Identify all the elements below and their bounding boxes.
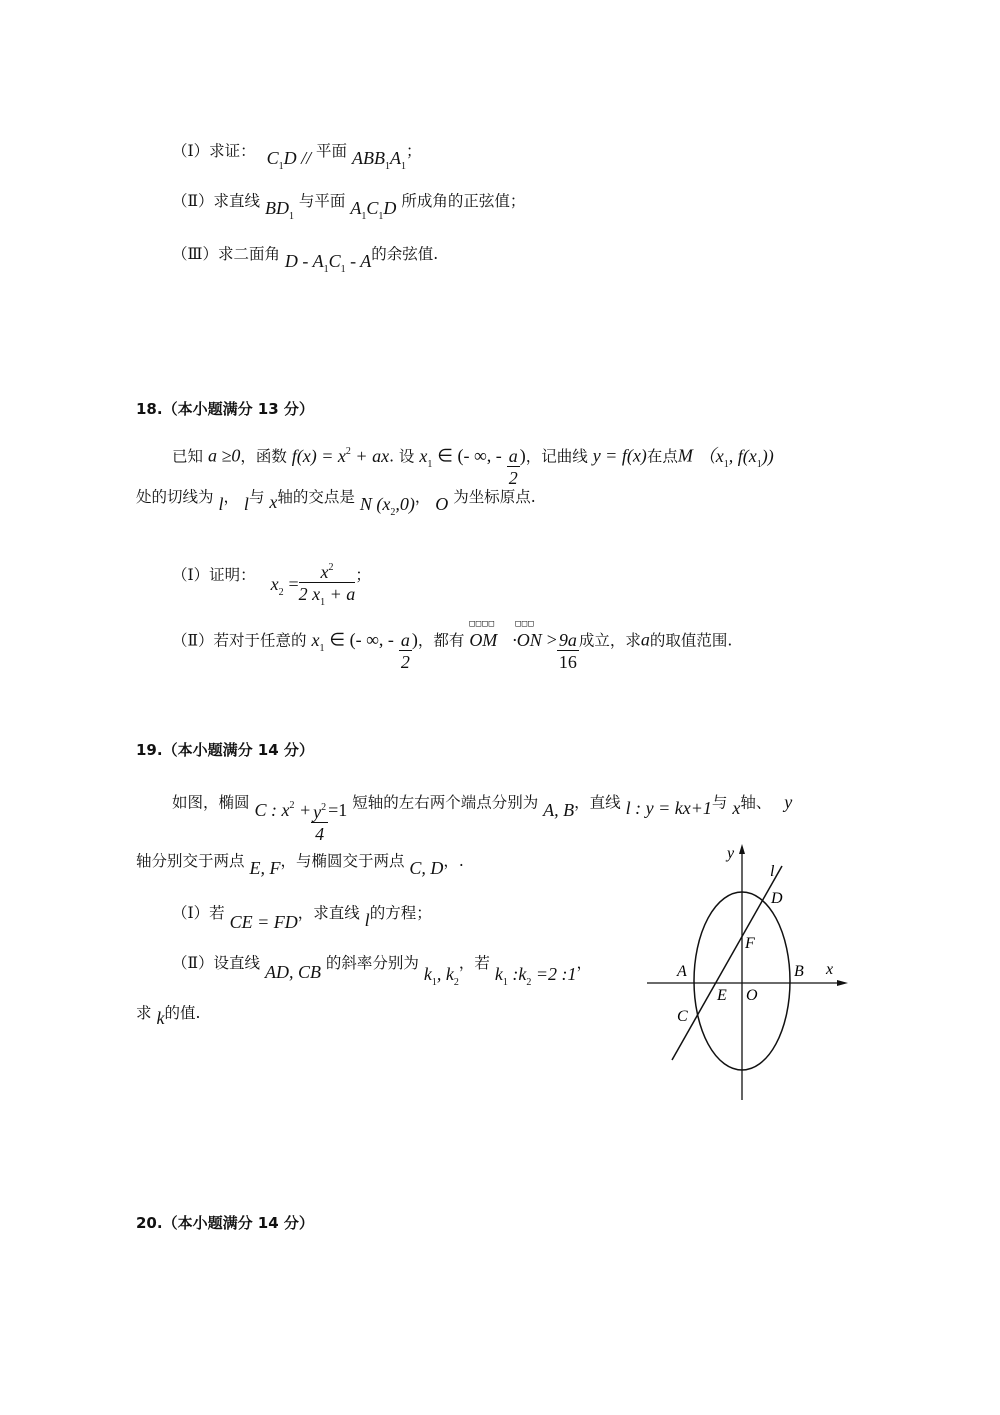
problem19-line1 xyxy=(172,780,793,844)
text: ，若 xyxy=(458,954,490,972)
ellipse-figure xyxy=(640,830,860,1110)
math-sub: 1 xyxy=(384,161,390,172)
math-var: l xyxy=(364,910,370,930)
math-sub: 1 xyxy=(323,264,329,275)
math-expr: =1 xyxy=(328,799,348,820)
fraction xyxy=(299,558,356,614)
math-var: ABB xyxy=(351,148,385,168)
math-sub: 2 xyxy=(390,507,396,518)
problem19-line2 xyxy=(136,850,464,878)
text: 为坐标原点. xyxy=(453,488,536,506)
text: ，直线 xyxy=(574,793,621,812)
fraction xyxy=(399,630,412,673)
math-sup: 2 xyxy=(328,562,334,573)
problem19-last-line xyxy=(136,1002,201,1028)
text: 在点 xyxy=(646,447,678,466)
math-expr: , f(x xyxy=(728,445,757,466)
numerator: 9a xyxy=(558,630,577,650)
problem19-part2 xyxy=(172,952,592,988)
problem20-heading: 20.（本小题满分 14 分） xyxy=(136,1214,314,1232)
math-sup: 2 xyxy=(345,445,351,457)
problem17-part1 xyxy=(172,140,422,172)
math-sub: 1 xyxy=(723,458,729,470)
denominator: + a xyxy=(325,584,356,604)
text: 求 xyxy=(136,1004,152,1022)
math-expr: ,0) xyxy=(395,494,415,514)
math-expr: =2 :1 xyxy=(531,964,577,984)
text: 的取值范围. xyxy=(649,631,733,650)
part-label: （Ⅱ）若对于任意的 xyxy=(172,631,307,650)
math-var: - A xyxy=(350,251,372,271)
label-B: B xyxy=(794,963,804,980)
math-sub: 1 xyxy=(756,458,762,470)
text: ，记曲线 xyxy=(525,447,588,466)
math-var: C xyxy=(328,251,341,271)
label-y: y xyxy=(727,845,735,862)
math-expr: C, D xyxy=(409,858,444,878)
math-var: x xyxy=(269,492,278,512)
math-expr: N (x xyxy=(359,494,391,514)
math-var: k xyxy=(156,1008,165,1028)
text: 轴、 xyxy=(740,793,772,812)
y-axis-arrow-icon xyxy=(739,844,745,854)
text: 的值. xyxy=(164,1004,201,1022)
problem18-line2 xyxy=(136,486,536,518)
math-expr: + ax xyxy=(350,445,390,466)
math-var: k xyxy=(494,964,503,984)
math-expr: + xyxy=(294,799,312,820)
math-var: A xyxy=(312,251,324,271)
label-l: l xyxy=(770,863,775,880)
math-sub: 1 xyxy=(361,211,367,222)
math-var: M xyxy=(677,445,693,466)
text: 与平面 xyxy=(298,192,346,210)
math-var: y xyxy=(784,791,793,812)
math-var: D // xyxy=(283,148,312,168)
math-sub: 1 xyxy=(400,161,406,172)
math-var: x xyxy=(732,797,741,818)
label-x: x xyxy=(826,961,834,978)
math-expr: OM xyxy=(469,629,498,650)
text: 如图，椭圆 xyxy=(172,793,250,812)
numerator: y xyxy=(313,802,322,822)
math-var: x xyxy=(419,445,428,466)
text: 轴分别交于两点 xyxy=(136,852,245,870)
text: 轴的交点是 xyxy=(277,488,355,506)
math-sub: 1 xyxy=(278,161,284,172)
problem18-part2 xyxy=(172,618,733,672)
math-var: l xyxy=(218,494,224,514)
vector-expression xyxy=(469,618,542,651)
math-var: D xyxy=(383,198,397,218)
math-sub: 1 xyxy=(319,642,325,654)
math-expr: l : y = kx+1 xyxy=(625,797,712,818)
math-var: a xyxy=(640,629,650,650)
denominator: 16 xyxy=(558,652,577,672)
math-sub: 1 xyxy=(431,977,437,988)
problem18-heading: 18.（本小题满分 13 分） xyxy=(136,400,314,418)
part-label: （Ⅰ）求证： xyxy=(172,142,256,160)
text: ，都有 xyxy=(417,631,465,650)
text: 的斜率分别为 xyxy=(325,954,419,972)
math-expr: CE = FD xyxy=(229,912,298,932)
math-expr: A, B xyxy=(543,799,575,820)
math-sub: 2 xyxy=(526,977,532,988)
y-axis xyxy=(739,844,745,1100)
math-sup: 2 xyxy=(289,799,295,811)
vector-arrow-placeholder: □□□□ xyxy=(469,618,495,629)
math-var: C xyxy=(366,198,379,218)
math-expr: y = f(x) xyxy=(592,445,647,466)
math-var: x xyxy=(270,574,279,594)
math-expr: ·ON xyxy=(512,629,542,650)
math-var: , k xyxy=(436,964,454,984)
text: ，函数 xyxy=(240,447,287,466)
math-var: A xyxy=(389,148,401,168)
math-expr: )) xyxy=(761,445,774,466)
math-sub: 1 xyxy=(320,597,326,608)
denominator: 4 xyxy=(315,824,325,844)
math-var: k xyxy=(423,964,432,984)
denominator: 2 x xyxy=(298,584,321,604)
text: 的余弦值. xyxy=(371,245,439,263)
label-O: O xyxy=(746,987,758,1004)
text: ， xyxy=(223,488,239,506)
denominator: 2 xyxy=(508,468,518,488)
text: 的方程； xyxy=(369,904,432,922)
math-sub: 1 xyxy=(288,211,294,222)
part-label: （Ⅲ）求二面角 xyxy=(172,245,280,263)
label-C: C xyxy=(677,1008,688,1025)
text: 与 xyxy=(248,488,265,506)
part-label: （Ⅰ）证明： xyxy=(172,566,256,584)
text: ，与椭圆交于两点 xyxy=(280,852,405,870)
fraction xyxy=(557,630,579,673)
fraction xyxy=(507,446,520,489)
text: ， xyxy=(414,488,431,506)
problem18-line1 xyxy=(172,436,774,488)
label-F: F xyxy=(745,935,755,952)
math-sub: 1 xyxy=(502,977,508,988)
math-expr: f(x) = x xyxy=(291,445,346,466)
math-sup: 2 xyxy=(321,802,327,813)
math-expr: E, F xyxy=(249,858,281,878)
text: ； xyxy=(355,566,371,584)
math-var: C xyxy=(266,148,279,168)
problem18-part1 xyxy=(172,548,371,608)
math-sub: 1 xyxy=(378,211,384,222)
part-label: （Ⅱ）求直线 xyxy=(172,192,261,210)
math-sub: 2 xyxy=(278,587,284,598)
text: 所成角的正弦值； xyxy=(401,192,526,210)
text: ，. xyxy=(443,852,464,870)
numerator: a xyxy=(508,446,518,466)
part-label: （Ⅱ）设直线 xyxy=(172,954,261,972)
math-var: BD xyxy=(264,198,289,218)
denominator: 2 xyxy=(400,652,410,672)
math-sub: 1 xyxy=(340,264,346,275)
problem17-part2 xyxy=(172,190,526,222)
math-var: :k xyxy=(507,964,527,984)
numerator: a xyxy=(400,630,410,650)
label-D: D xyxy=(771,890,783,907)
math-expr: ) xyxy=(519,445,526,466)
text: 平面 xyxy=(316,142,348,160)
math-var: l xyxy=(243,494,249,514)
text: ，求直线 xyxy=(297,904,360,922)
math-expr: ∈ (- ∞, - xyxy=(437,445,502,466)
math-expr: （x xyxy=(697,445,724,466)
text: 处的切线为 xyxy=(136,488,214,506)
numerator: x xyxy=(320,562,329,582)
label-E: E xyxy=(717,987,727,1004)
math-var: D - xyxy=(284,251,309,271)
problem19-heading: 19.（本小题满分 14 分） xyxy=(136,741,314,759)
math-var: x xyxy=(311,629,320,650)
math-expr: a ≥0 xyxy=(207,445,241,466)
math-expr: ∈ (- ∞, - xyxy=(329,629,394,650)
text: ， xyxy=(576,954,592,972)
x-axis-arrow-icon xyxy=(837,980,848,986)
text: 与 xyxy=(711,793,728,812)
vector-arrow-placeholder: □□□ xyxy=(515,618,535,629)
label-A: A xyxy=(677,963,687,980)
math-expr: = xyxy=(288,574,299,594)
problem19-part1 xyxy=(172,902,432,932)
text: . 设 xyxy=(389,447,415,466)
problem17-part3 xyxy=(172,243,439,275)
text: 已知 xyxy=(172,447,204,466)
math-expr: C : x xyxy=(254,799,290,820)
math-expr: > xyxy=(546,629,557,650)
part-label: （Ⅰ）若 xyxy=(172,904,225,922)
x-axis xyxy=(647,980,848,986)
math-sub: 1 xyxy=(427,458,433,470)
math-var: O xyxy=(435,494,449,514)
math-var: A xyxy=(350,198,362,218)
math-sub: 2 xyxy=(453,977,459,988)
text: ； xyxy=(405,142,422,160)
fraction xyxy=(311,798,328,845)
math-expr: AD, CB xyxy=(264,962,321,982)
math-expr: ) xyxy=(411,629,418,650)
text: 短轴的左右两个端点分别为 xyxy=(352,793,539,812)
text: 成立，求 xyxy=(578,631,641,650)
line-l xyxy=(672,866,782,1060)
